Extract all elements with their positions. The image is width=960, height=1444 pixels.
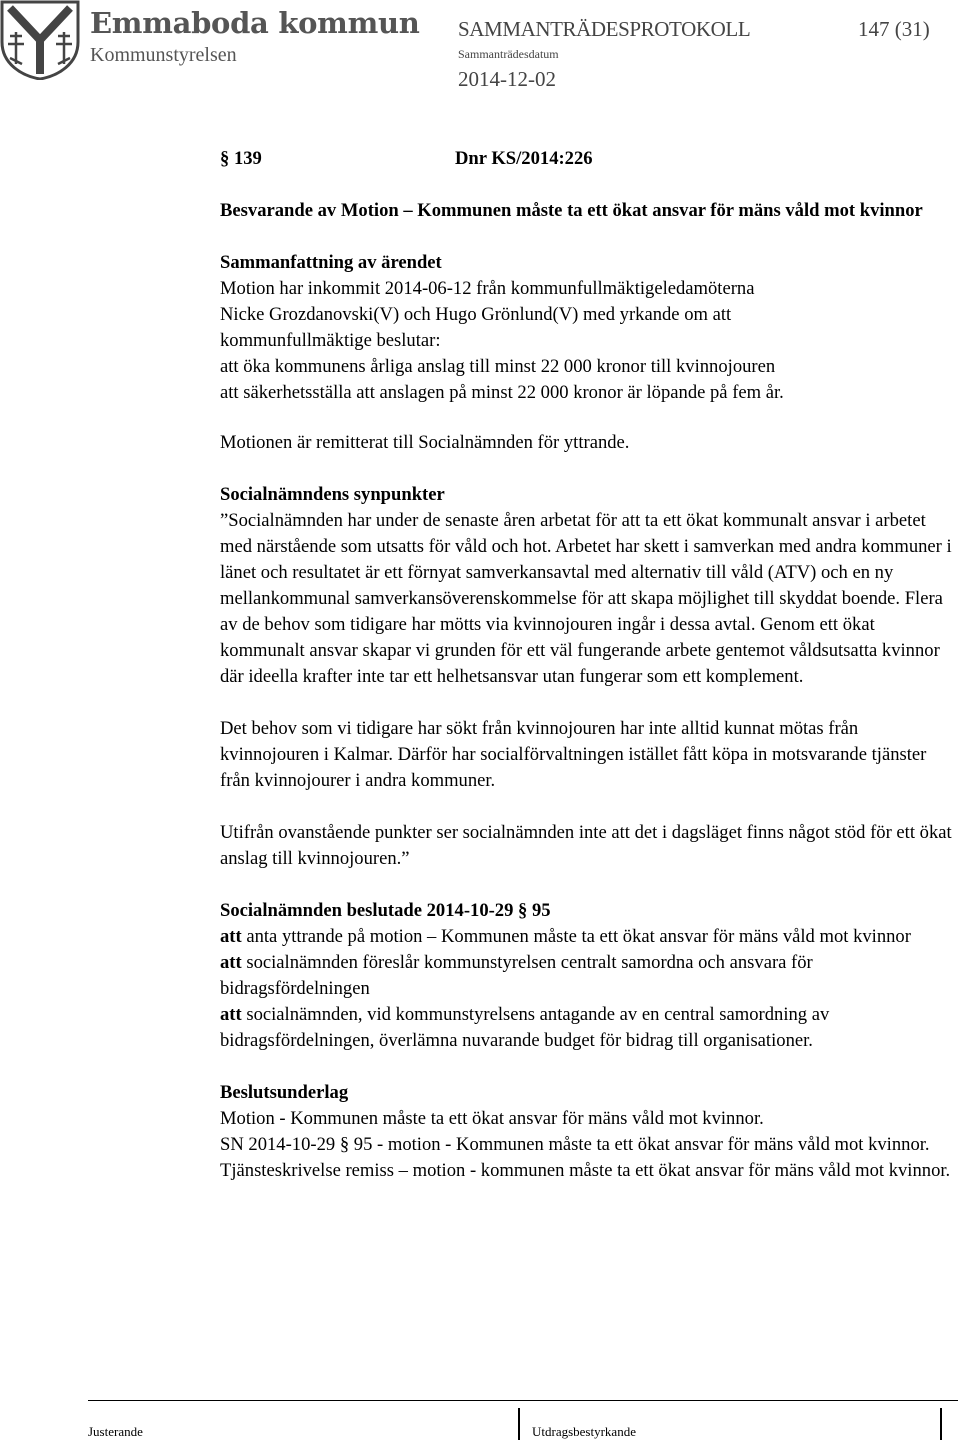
summary-line: att öka kommunens årliga anslag till minst 22 000 kronor till kvinnojouren: [220, 356, 776, 377]
att-keyword: att: [220, 926, 242, 947]
decision-item: [220, 924, 955, 950]
section-number-value: 139: [233, 148, 262, 169]
basis-item: Motion - Kommunen måste ta ett ökat ansvar för mäns våld mot kvinnor.: [220, 1108, 764, 1129]
page-number: 147 (31): [858, 17, 930, 41]
dnr: Dnr KS/2014:226: [455, 148, 593, 169]
views-paragraph: Utifrån ovanstående punkter ser socialnämnden inte att det i dagsläget finns något stöd för ett ökat anslag till kvinnojouren.”: [220, 822, 952, 869]
section-title: Besvarande av Motion – Kommunen måste ta ett ökat ansvar för mäns våld mot kvinnor: [220, 200, 923, 221]
date-value: 2014-12-02: [458, 67, 556, 91]
signature-box-divider: [518, 1408, 520, 1440]
paragraph-mark: §: [220, 148, 230, 169]
document-body: [220, 146, 955, 1184]
remitted-note: Motionen är remitterat till Socialnämnden för yttrande.: [220, 432, 630, 453]
basis-item: SN 2014-10-29 § 95 - motion - Kommunen måste ta ett ökat ansvar för mäns våld mot kvinnor.: [220, 1134, 930, 1155]
utdragsbestyrkande-label: Utdragsbestyrkande: [532, 1424, 636, 1439]
decision-text: anta yttrande på motion – Kommunen måste ta ett ökat ansvar för mäns våld mot kvinnor: [246, 926, 911, 947]
decision-text: socialnämnden, vid kommunstyrelsens antagande av en central samordning av bidragsfördelningen, överlämna nuvarande budget för bidrag till organisationer.: [220, 1004, 830, 1051]
summary-line: Motion har inkommit 2014-06-12 från kommunfullmäktigeledamöterna: [220, 278, 755, 299]
basis-item: Tjänsteskrivelse remiss – motion - kommunen måste ta ett ökat ansvar för mäns våld mot kvinnor.: [220, 1160, 951, 1181]
views-paragraph: Det behov som vi tidigare har sökt från kvinnojouren har inte alltid kunnat mötas från kvinnojouren i Kalmar. Därför har socialförvaltningen istället fått köpa in motsvarande tjänster från kvinnojourer i andra kommuner.: [220, 718, 927, 791]
summary-line: kommunfullmäktige beslutar:: [220, 330, 441, 351]
org-unit: Kommunstyrelsen: [90, 44, 237, 66]
coat-of-arms-logo: [0, 0, 80, 80]
att-keyword: att: [220, 952, 242, 973]
doc-type: SAMMANTRÄDESPROTOKOLL: [458, 17, 751, 41]
basis-heading: Beslutsunderlag: [220, 1082, 349, 1103]
footer-rule: [88, 1400, 958, 1401]
summary-heading: Sammanfattning av ärendet: [220, 252, 442, 273]
decision-text: socialnämnden föreslår kommunstyrelsen centralt samordna och ansvara för bidragsfördelningen: [220, 952, 813, 999]
section-header: [220, 146, 955, 172]
summary-line: att säkerhetsställa att anslagen på minst 22 000 kronor är löpande på fem år.: [220, 382, 784, 403]
summary-line: Nicke Grozdanovski(V) och Hugo Grönlund(V) med yrkande om att: [220, 304, 732, 325]
decision-item: [220, 1002, 955, 1054]
decision-heading: Socialnämnden beslutade 2014-10-29 § 95: [220, 900, 551, 921]
att-keyword: att: [220, 1004, 242, 1025]
justerande-label: Justerande: [88, 1424, 143, 1439]
org-name: Emmaboda kommun: [90, 6, 420, 40]
views-paragraph: ”Socialnämnden har under de senaste åren arbetat för att ta ett ökat kommunalt ansvar i arbetet med närstående som utsatts för våld och hot. Arbetet har skett i samverkan med andra kommuner i länet och resultatet är ett förnyat samverkansavtal med alternativ till våld (ATV) och en ny mellankommunal samverkansöverenskommelse för att skapa möjlighet till skyddat boende. Flera av de behov som tidigare har mötts via kvinnojouren ingår i dessa avtal. Genom ett ökat kommunalt ansvar skapar vi grunden för ett väl fungerande arbete gentemot våldsutsatta kvinnor där ideella krafter inte tar ett helhetsansvar utan fungerar som ett komplement.: [220, 510, 952, 687]
date-label: Sammanträdesdatum: [458, 47, 559, 61]
signature-box-divider: [940, 1408, 942, 1440]
views-heading: Socialnämndens synpunkter: [220, 484, 445, 505]
section-number: [220, 146, 455, 172]
decision-item: [220, 950, 955, 1002]
